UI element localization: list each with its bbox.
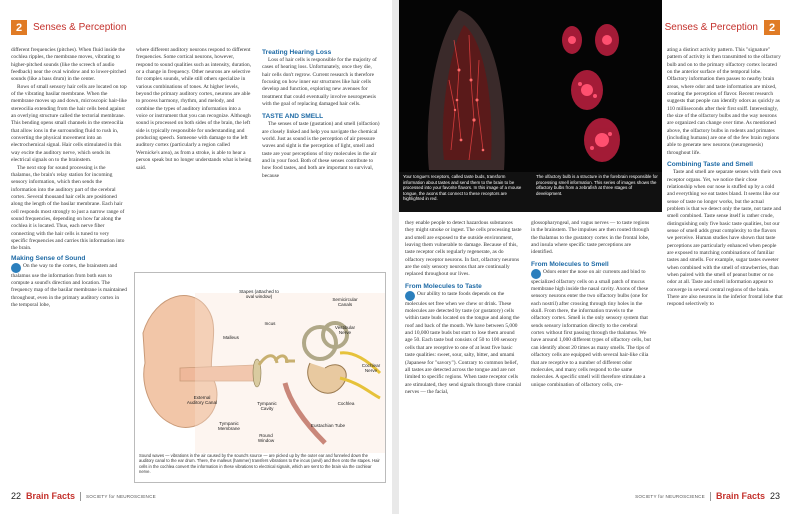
tongue-caption: Your tongue's receptors, called taste buds, transform information about tastes and send them to the brain to be processed into your favorite flavors. In this image of a mouse tongue, the axons that connect to these receptors are highlighted in red. xyxy=(399,172,532,212)
section-heading: Making Sense of Sound xyxy=(11,254,86,262)
right-column-1 xyxy=(405,220,523,396)
section-heading: Treating Hearing Loss xyxy=(262,49,332,56)
society-name: SOCIETY for NEUROSCIENCE xyxy=(635,493,705,499)
book-gutter xyxy=(392,0,399,514)
footer-left xyxy=(11,491,156,501)
label-stapes: Stapes (attached to oval window) xyxy=(239,289,279,299)
tongue-image xyxy=(399,0,532,180)
chapter-title: Senses & Perception xyxy=(33,22,127,33)
olfactory-photo xyxy=(532,0,662,212)
paragraph: ating a distinct activity pattern. This "signature" pattern of activity is then transmitted to the olfactory bulb and on to the primary olfactory cortex located on the anterior surface of the temporal lobe. Olfactory information then passes to nearby brain areas, where odor and taste information are mixed, creating the perception of flavor. Recent research suggests that people can identify odors as quickly as 110 milliseconds after their first sniff. Interestingly, the size of the olfactory bulbs and the way neurons are organized can change over time. As mentioned above, the olfactory bulbs in rodents and primates (including humans) are one of the few brain regions able to generate new neurons (neurogenesis) throughout life. xyxy=(667,47,781,156)
olfactory-caption: The olfactory bulb is a structure in the forebrain responsible for processing smell information. This series of images shows the olfactory bulbs from a zebrafish at three stages of development. xyxy=(532,172,662,212)
label-external-auditory-canal: External Auditory Canal xyxy=(186,395,218,405)
label-cochlear-nerve: Cochlear Nerve xyxy=(361,363,381,373)
brand-title: Brain Facts xyxy=(26,491,76,501)
paragraph: Loss of hair cells is responsible for the majority of cases of hearing loss. Unfortunately, once they die, hair cells don't regrow. Current research is therefore focusing on how inner ear structures like hair cells develop and function, exploring new avenues for treatment that could eventually involve neurogenesis with the goal of replacing damaged hair cells. xyxy=(262,57,377,108)
paragraph: Rows of small sensory hair cells are located on top of the vibrating basilar membrane. When the membrane moves up and down, microscopic hair-like stereocilia extending from the hair cells bend against an overlying structure called the tectorial membrane. This bending opens small channels in the stereocilia that allow ions in the surrounding fluid to rush in, converting the physical movement into an electrochemical signal. Hair cells stimulated in this way excite the auditory nerve, which sends its electrical signals on to the brainstem. xyxy=(11,83,127,164)
label-cochlea: Cochlea xyxy=(337,401,355,406)
tongue-dropcap-icon xyxy=(405,291,415,301)
paragraph: Taste and smell are separate senses with their own receptor organs. Yet, we notice their close relationship when our nose is stuffed up by a cold and everything we eat tastes bland. It seems like our sense of taste no longer works, but the actual problem is that we detect only the taste, not taste and smell combined. Taste sense itself is rather crude, distinguishing only five basic taste qualities, but our sense of smell adds great complexity to the flavors we perceive. Human studies have shown that taste perceptions are particularly enhanced when people are exposed to matching combinations of familiar tastes and smells. For example, sugar tastes sweeter when combined with the smell of strawberries, than when paired with the smell of peanut butter or no odor at all. Taste and smell information appear to converge in several central regions of the brain. There are also neurons in the inferior frontal lobe that respond selectively to xyxy=(667,169,783,308)
label-vestibular-nerve: Vestibular Nerve xyxy=(334,325,356,335)
section-heading: Combining Taste and Smell xyxy=(667,161,753,169)
paragraph: Our ability to taste foods depends on the molecules set free when we chew or drink. These molecules are detected by taste (or gustatory) cells within taste buds located on the tongue and along the roof and back of the mouth. We have between 5,000 and 10,000 taste buds but start to lose them around age 50. Each taste bud consists of 50 to 100 sensory cells that are receptive to one of at least five basic taste qualities: sweet, sour, salty, bitter, and umami (Japanese for "savory"). Contrary to common belief, all tastes are detected across the tongue and are not limited to specific regions. When taste receptor cells are stimulated, they send signals through three cranial nerves — the facial, xyxy=(405,290,522,395)
right-column-3 xyxy=(667,47,783,309)
divider xyxy=(80,492,81,501)
paragraph: On the way to the cortex, the brainstem and thalamus use the information from both ears to compute a sound's direction and location. The frequency map of the basilar membrane is maintained throughout, even in the primary auditory cortex in the temporal lobe, xyxy=(11,262,128,308)
page-number: 22 xyxy=(11,491,22,501)
section-heading: From Molecules to Taste xyxy=(405,282,482,290)
chapter-number-badge: 2 xyxy=(11,20,27,35)
label-semicircular-canals: Semicircular Canals xyxy=(332,297,358,307)
left-column-1 xyxy=(11,47,127,309)
left-column-2 xyxy=(136,47,252,172)
label-tympanic-cavity: Tympanic Cavity xyxy=(257,401,277,411)
paragraph: The next stop for sound processing is the thalamus, the brain's relay station for incoming sensory information, which then sends the information into the auditory part of the cerebral cortex. Several thousand hair cells are positioned along the length of the basilar membrane. Each hair cell responds most strongly to just a narrow range of sound frequencies, depending on how far along the cochlea it is located. Thus, each nerve fiber connecting with the hair cells is tuned to very specific frequencies and carries this information into the brain. xyxy=(11,164,125,252)
right-column-2 xyxy=(531,220,651,389)
label-malleus: Malleus xyxy=(223,335,239,340)
footer-right xyxy=(635,491,780,501)
chapter-number-badge: 2 xyxy=(764,20,780,35)
divider xyxy=(710,492,711,501)
label-incus: Incus xyxy=(264,321,276,326)
ear-caption: Sound waves — vibrations in the air caused by the sound's source — are picked up by the outer ear and funneled down the auditory canal to the ear drum. There, the malleus (hammer) transfers vibrations to the incus (anvil) and then onto the stapes. Hair cells in the cochlea convert the information in these vibrations to electrical signals, which are sent to the brain via the cochlear nerve. xyxy=(139,453,380,475)
label-tympanic-membrane: Tympanic Membrane xyxy=(218,421,240,431)
section-heading: From Molecules to Smell xyxy=(531,260,609,268)
left-column-3 xyxy=(262,47,380,180)
paragraph: glossopharyngeal, and vagus nerves — to taste regions in the brainstem. The impulses are then routed through the thalamus to the gustatory cortex in the frontal lobe, and insula where specific taste perceptions are identified. xyxy=(531,220,650,256)
ear-dropcap-icon xyxy=(11,263,21,273)
section-heading: TASTE AND SMELL xyxy=(262,113,324,121)
paragraph: different frequencies (pitches). When fluid inside the cochlea ripples, the membrane moves, vibrating to higher-pitched sounds (like the screech of audio feedback) near the oval window and to lower-pitched sounds (like a bass drum) in the center. xyxy=(11,47,126,83)
paragraph: Odors enter the nose on air currents and bind to specialized olfactory cells on a small patch of mucus membrane high inside the nasal cavity. Axons of these sensory neurons enter the two olfactory bulbs (one for each nostril) after crossing through tiny holes in the skull. From there, the information travels to the olfactory cortex. Smell is the only sensory system that sends sensory information directly to the cerebral cortex without first passing through the thalamus. We have around 1,000 different types of olfactory cells, but can identify about 20 times as many smells. The tips of olfactory cells are equipped with several hair-like cilia that are receptive to a number of different odor molecules, and many cells respond to the same molecules. A specific smell will therefore stimulate a unique combination of olfactory cells, cre- xyxy=(531,268,651,388)
brand-title: Brain Facts xyxy=(715,491,765,501)
tongue-photo xyxy=(399,0,532,212)
paragraph: The senses of taste (gustation) and smell (olfaction) are closely linked and help you navigate the chemical world. Just as sound is the perception of air pressure waves and sight is the perception of light, smell and taste are your perceptions of tiny molecules in the air and in your food. Both of these senses contribute to how food tastes, and both are important to survival, because xyxy=(262,121,380,179)
paragraph: where different auditory neurons respond to different frequencies. Some cortical neurons, however, respond to sound qualities such as intensity, duration, or a change in frequency. Other neurons are selective for complex sounds, while still others specialize in various combinations of tones. At higher levels, beyond the primary auditory cortex, neurons are able to process harmony, rhythm, and melody, and combine the types of auditory information into a voice or instrument that you can recognize. Although sound is processed on both sides of the brain, the left side is typically responsible for understanding and producing speech. Someone with damage to the left auditory cortex (particularly a region called Wernicke's area), as from a stroke, is able to hear a person speak but no longer understands what is being said. xyxy=(136,47,252,171)
chapter-header-left xyxy=(11,20,132,35)
nose-dropcap-icon xyxy=(531,269,541,279)
chapter-header-right xyxy=(659,20,780,35)
label-eustachian-tube: Eustachian Tube xyxy=(310,423,346,428)
left-page xyxy=(0,0,392,514)
society-name: SOCIETY for NEUROSCIENCE xyxy=(86,493,156,499)
ear-illustration xyxy=(134,272,386,483)
page-number: 23 xyxy=(769,491,780,501)
right-page xyxy=(399,0,791,514)
paragraph: they enable people to detect hazardous substances they might smoke or ingest. The cells processing taste and smell are exposed to the outside environment, leaving them vulnerable to damage. Because of this, taste receptor cells regularly regenerate, as do olfactory receptor neurons. In fact, olfactory neurons are the only sensory neurons that are continually replaced throughout our lives. xyxy=(405,220,522,278)
label-round-window: Round Window xyxy=(257,433,275,443)
chapter-title: Senses & Perception xyxy=(664,22,758,33)
olfactory-image xyxy=(532,0,662,180)
